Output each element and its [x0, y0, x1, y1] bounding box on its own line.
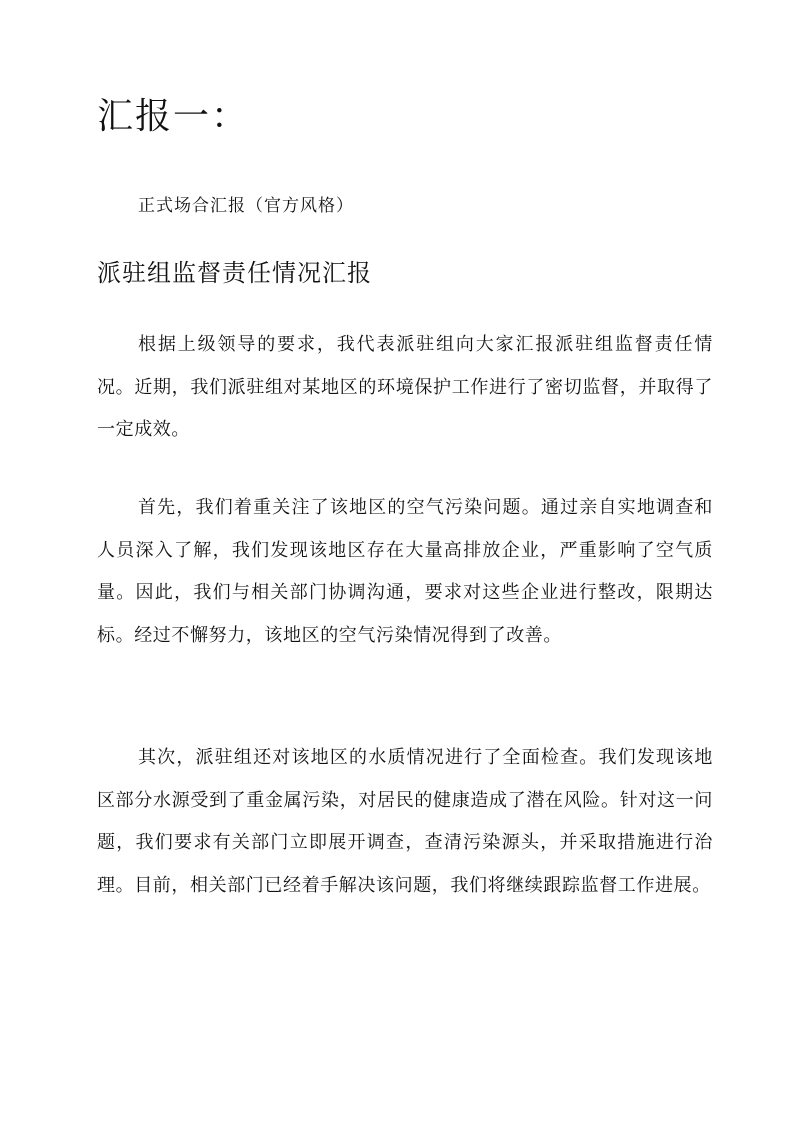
page-heading: 汇报一： [97, 96, 250, 137]
subtitle: 正式场合汇报（官方风格） [138, 196, 354, 216]
paragraph-water-quality: 其次，派驻组还对该地区的水质情况进行了全面检查。我们发现该地区部分水源受到了重金属污染，对居民的健康造成了潜在风险。针对这一问题，我们要求有关部门立即展开调查，查清污染源头，并采取措施进行治理。目前，相关部门已经着手解决该问题，我们将继续跟踪监督工作进展。 [97, 747, 713, 896]
report-title: 派驻组监督责任情况汇报 [97, 259, 372, 287]
paragraph-air-pollution: 首先，我们着重关注了该地区的空气污染问题。通过亲自实地调查和人员深入了解，我们发现该地区存在大量高排放企业，严重影响了空气质量。因此，我们与相关部门协调沟通，要求对这些企业进行整改，限期达标。经过不懈努力，该地区的空气污染情况得到了改善。 [97, 497, 713, 646]
paragraph-intro: 根据上级领导的要求，我代表派驻组向大家汇报派驻组监督责任情况。近期，我们派驻组对某地区的环境保护工作进行了密切监督，并取得了一定成效。 [97, 334, 713, 440]
